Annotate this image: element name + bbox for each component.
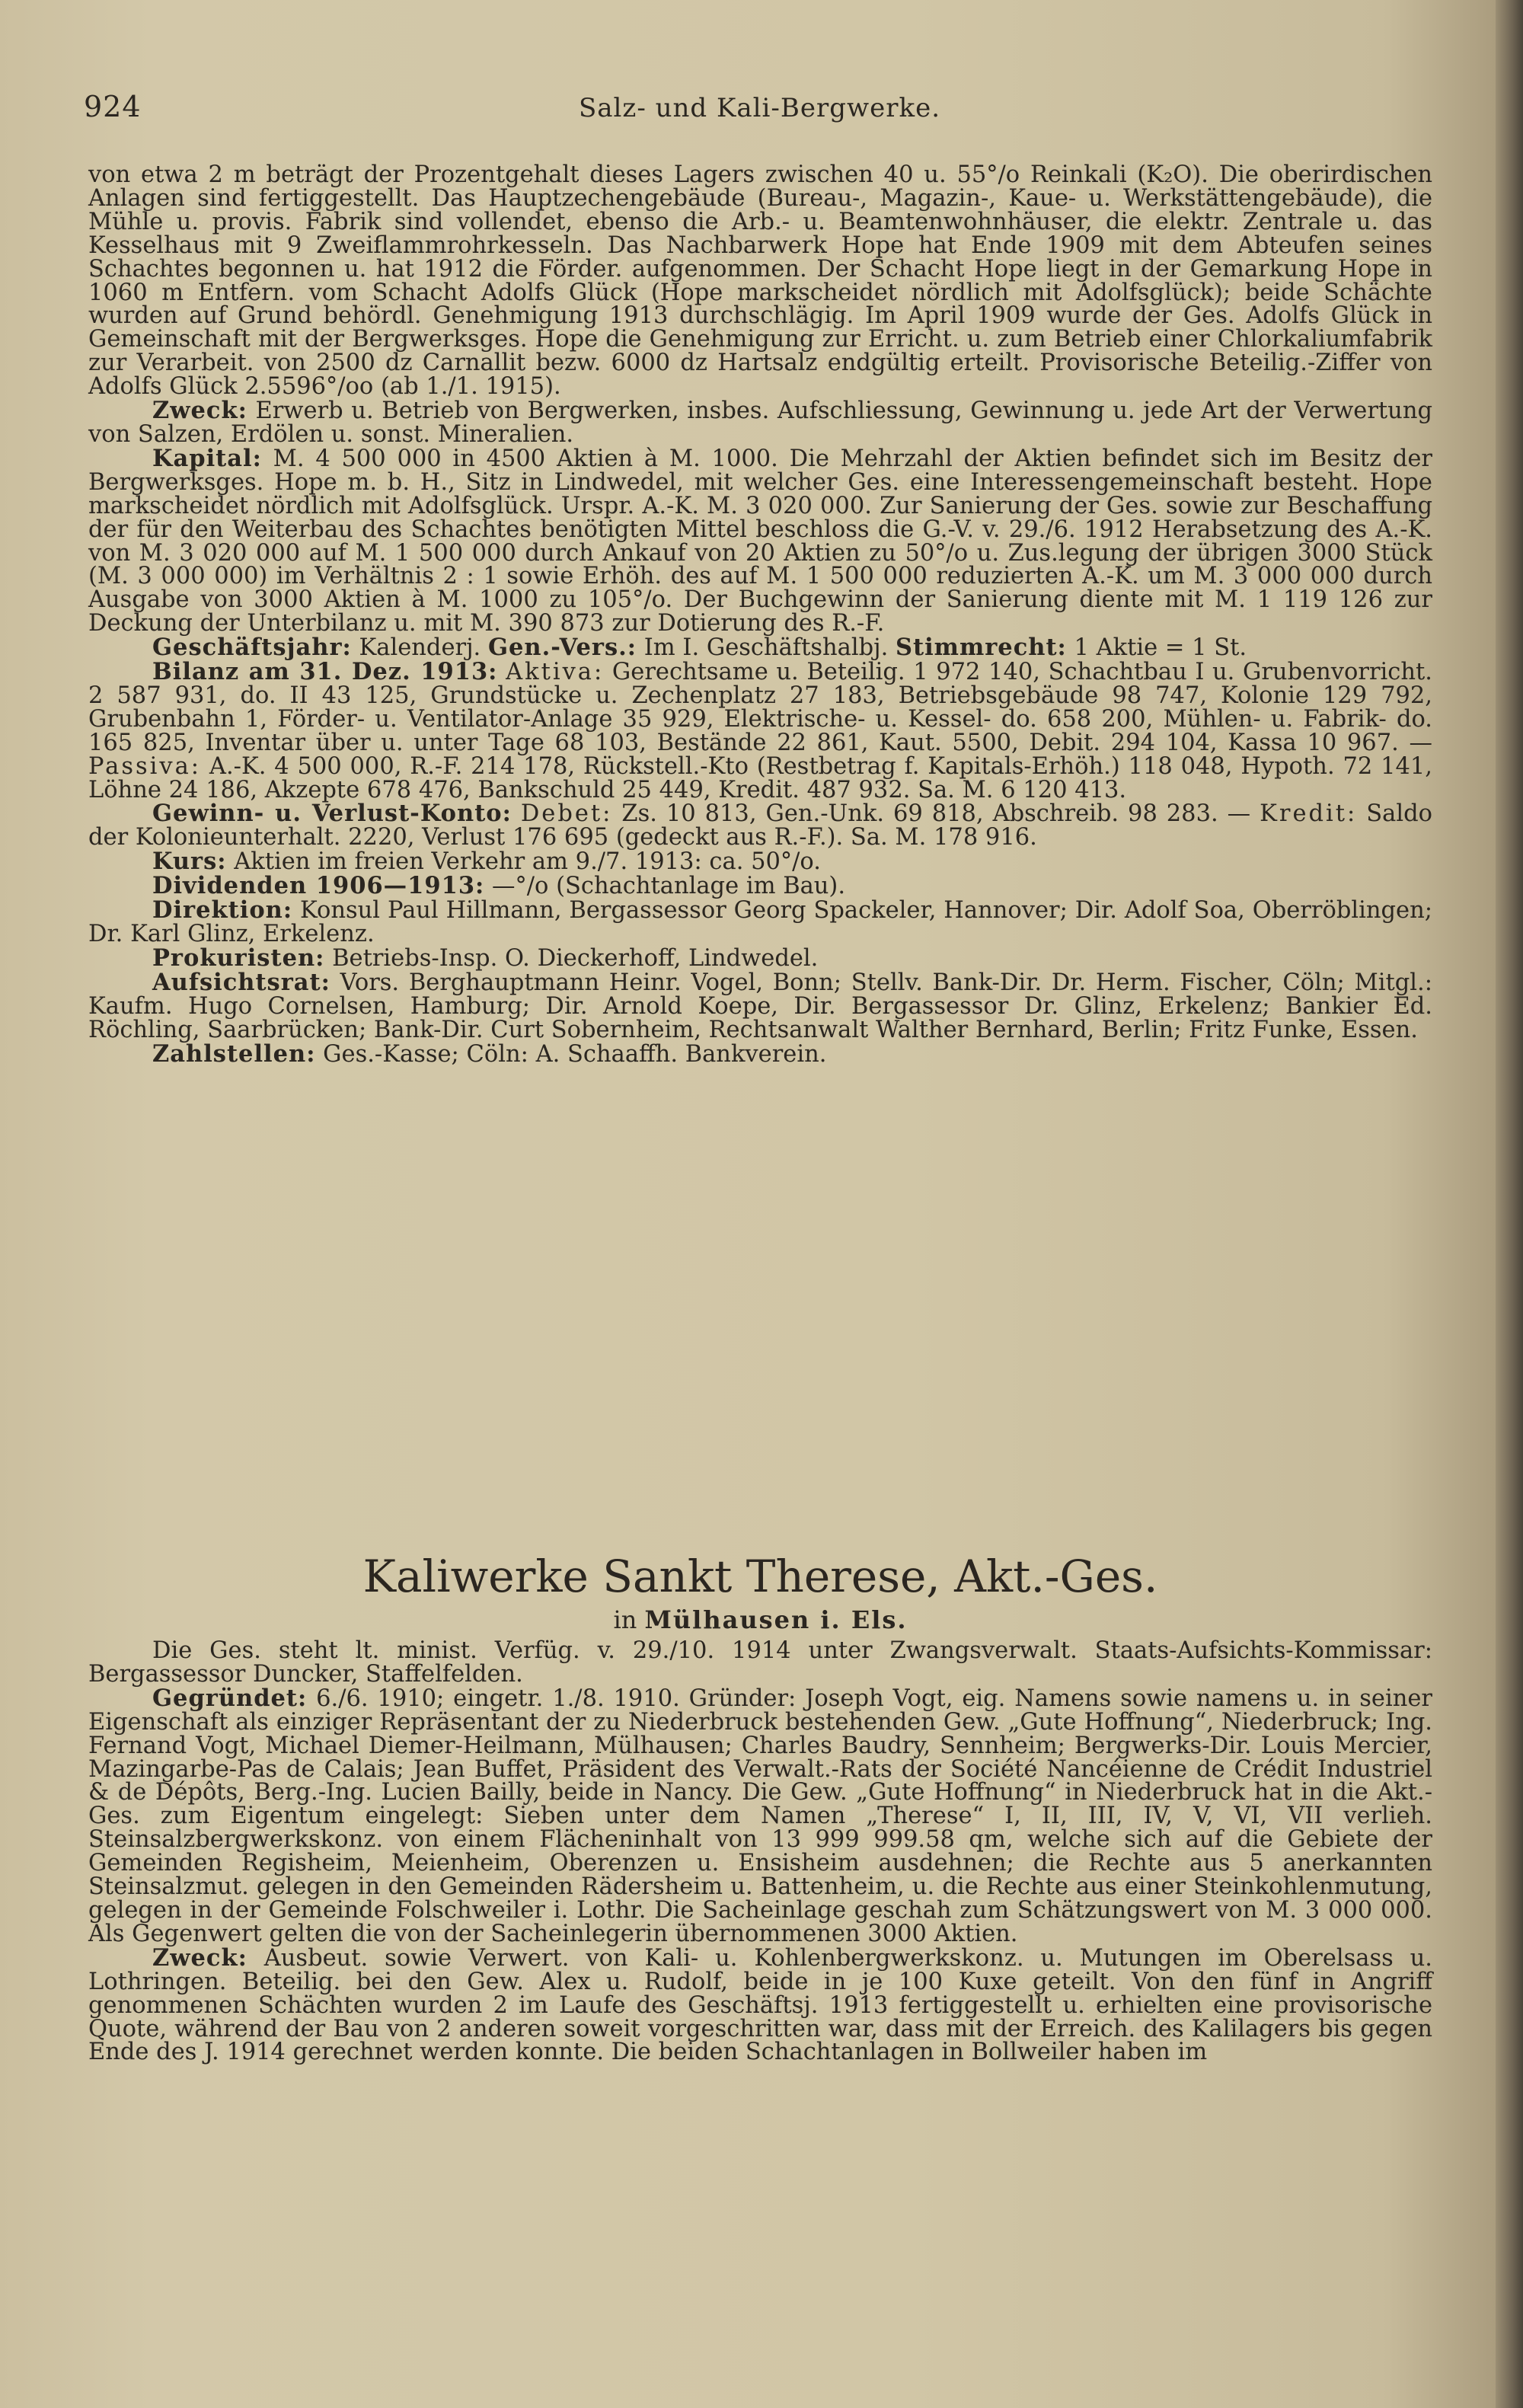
kurs-paragraph: Kurs: Aktien im freien Verkehr am 9./7. 1913: ca. 50°/o. [152,848,821,876]
direktion-paragraph: Direktion: Konsul Paul Hillmann, Bergassessor Georg Spackeler, Hannover; Dir. Adolf Soa, Oberröblingen; Dr. Karl Glinz, Erkelenz. [88,896,1432,947]
dividenden-paragraph: Dividenden 1906—1913: —°/o (Schachtanlage im Bau). [152,872,846,900]
page-header [84,90,1435,136]
location-city: Mülhausen i. Els. [644,1605,908,1634]
entry-adolfs-glueck-continued [88,161,1432,1068]
company-location [88,1605,1432,1635]
therese-intro-paragraph: Die Ges. steht lt. minist. Verfüg. v. 29./10. 1914 unter Zwangsverwalt. Staats-Aufsichts-Kommissar: Bergassessor Duncker, Staffelfelden. [88,1637,1432,1688]
therese-zweck-paragraph: Zweck: Ausbeut. sowie Verwert. von Kali- u. Kohlenbergwerkskonz. u. Mutungen im Oberelsass u. Lothringen. Beteilig. bei den Gew. Alex u. Rudolf, beide in je 100 Kuxe geteilt. Von den fünf in Angriff genommenen Schächten wurden 2 im Laufe des Geschäftsj. 1913 fertiggestellt u. erhielten eine provisorische Quote, während der Bau von 2 anderen soweit vorgeschritten war, dass mit der Erreich. des Kalilagers bis gegen Ende des J. 1914 gerechnet werden konnte. Die beiden Schachtanlagen in Bollweiler haben im [88,1943,1432,2066]
company-heading: Kaliwerke Sankt Therese, Akt.-Ges. [362,1551,1158,1602]
intro-paragraph: von etwa 2 m beträgt der Prozentgehalt dieses Lagers zwischen 40 u. 55°/o Reinkali (K₂O). Die oberirdischen Anlagen sind fertiggestellt. Das Hauptzechengebäude (Bureau-, Magazin-, Kaue- u. Werkstättengebäude), die Mühle u. provis. Fabrik sind vollendet, ebenso die Arb.- u. Beamtenwohnhäuser, die elektr. Zentrale u. das Kesselhaus mit 9 Zweiflammrohrkesseln. Das Nachbarwerk Hope hat Ende 1909 mit dem Abteufen seines Schachtes begonnen u. hat 1912 die Förder. aufgenommen. Der Schacht Hope liegt in der Gemarkung Hope in 1060 m Entfern. vom Schacht Adolfs Glück (Hope markscheidet nördlich mit Adolfsglück); beide Schächte wurden auf Grund behördl. Genehmigung 1913 durchschlägig. Im April 1909 wurde der Ges. Adolfs Glück in Gemeinschaft mit der Bergwerksges. Hope die Genehmigung zur Erricht. u. zum Betrieb einer Chlorkaliumfabrik zur Verarbeit. von 2500 dz Carnallit bezw. 6000 dz Hartsalz endgültig erteilt. Provisorische Beteilig.-Ziffer von Adolfs Glück 2.5596°/oo (ab 1./1. 1915). [88,161,1432,401]
page-edge-shadow [1496,0,1523,2408]
geschaeftsjahr-paragraph: Geschäftsjahr: Kalenderj. Gen.-Vers.: Im I. Geschäftshalbj. Stimmrecht: 1 Aktie = 1 St. [152,634,1247,662]
zahlstellen-paragraph: Zahlstellen: Ges.-Kasse; Cöln: A. Schaaffh. Bankverein. [152,1040,827,1068]
prokuristen-paragraph: Prokuristen: Betriebs-Insp. O. Dieckerhoff, Lindwedel. [152,944,819,972]
bilanz-paragraph: Bilanz am 31. Dez. 1913: Aktiva: Gerechtsame u. Beteilig. 1 972 140, Schachtbau I u. Grubenvorricht. 2 587 931, do. II 43 125, Grundstücke u. Zechenplatz 27 183, Betriebsgebäude 98 747, Kolonie 129 792, Grubenbahn 1, Förder- u. Ventilator-Anlage 35 929, Elektrische- u. Kessel- do. 658 200, Mühlen- u. Fabrik- do. 165 825, Inventar über u. unter Tage 68 103, Bestände 22 861, Kaut. 5500, Debit. 294 104, Kassa 10 967. — Passiva: A.-K. 4 500 000, R.-F. 214 178, Rückstell.-Kto (Restbetrag f. Kapitals-Erhöh.) 118 048, Hypoth. 72 141, Löhne 24 186, Akzepte 678 476, Bankschuld 25 449, Kredit. 487 932. Sa. M. 6 120 413. [88,658,1432,803]
zweck-paragraph: Zweck: Erwerb u. Betrieb von Bergwerken, insbes. Aufschliessung, Gewinnung u. jede Art der Verwertung von Salzen, Erdölen u. sonst. Mineralien. [88,397,1432,448]
aufsichtsrat-paragraph: Aufsichtsrat: Vors. Berghauptmann Heinr. Vogel, Bonn; Stellv. Bank-Dir. Dr. Herm. Fischer, Cöln; Mitgl.: Kaufm. Hugo Cornelsen, Hamburg; Dir. Arnold Koepe, Dir. Bergassessor Dr. Glinz, Erkelenz; Bankier Ed. Röchling, Saarbrücken; Bank-Dir. Curt Sobernheim, Rechtsanwalt Walther Bernhard, Berlin; Fritz Funke, Essen. [88,968,1432,1043]
location-prefix: in [613,1605,637,1634]
running-title: Salz- und Kali-Bergwerke. [578,93,941,123]
guv-paragraph: Gewinn- u. Verlust-Konto: Debet: Zs. 10 813, Gen.-Unk. 69 818, Abschreib. 98 283. — Kredit: Saldo der Kolonieunterhalt. 2220, Verlust 176 695 (gedeckt aus R.-F.). Sa. M. 178 916. [88,800,1432,851]
entry-sankt-therese [88,1637,1432,2066]
page-number: 924 [84,90,142,123]
kapital-paragraph: Kapital: M. 4 500 000 in 4500 Aktien à M. 1000. Die Mehrzahl der Aktien befindet sich im Besitz der Bergwerksges. Hope m. b. H., Sitz in Lindwedel, mit welcher Ges. eine Interessengemeinschaft besteht. Hope markscheidet nördlich mit Adolfsglück. Urspr. A.-K. M. 3 020 000. Zur Sanierung der Ges. sowie zur Beschaffung der für den Weiterbau des Schachtes benötigten Mittel beschloss die G.-V. v. 29./6. 1912 Herabsetzung des A.-K. von M. 3 020 000 auf M. 1 500 000 durch Ankauf von 20 Aktien zu 50°/o u. Zus.legung der übrigen 3000 Stück (M. 3 000 000) im Verhältnis 2 : 1 sowie Erhöh. des auf M. 1 500 000 reduzierten A.-K. um M. 3 000 000 durch Ausgabe von 3000 Aktien à M. 1000 zu 105°/o. Der Buchgewinn der Sanierung diente mit M. 1 119 126 zur Deckung der Unterbilanz u. mit M. 390 873 zur Dotierung des R.-F. [88,444,1432,637]
gegruendet-paragraph: Gegründet: 6./6. 1910; eingetr. 1./8. 1910. Gründer: Joseph Vogt, eig. Namens sowie namens u. in seiner Eigenschaft als einziger Repräsentant der zu Niederbruck bestehenden Gew. „Gute Hoffnung“, Niederbruck; Ing. Fernand Vogt, Michael Diemer-Heilmann, Mülhausen; Charles Baudry, Sennheim; Bergwerks-Dir. Louis Mercier, Mazingarbe-Pas de Calais; Jean Buffet, Präsident des Verwalt.-Rats der Société Nancéienne de Crédit Industriel & de Dépôts, Berg.-Ing. Lucien Bailly, beide in Nancy. Die Gew. „Gute Hoffnung“ in Niederbruck hat in die Akt.-Ges. zum Eigentum eingelegt: Sieben unter dem Namen „Therese“ I, II, III, IV, V, VI, VII verlieh. Steinsalzbergwerkskonz. von einem Flächeninhalt von 13 999 999.58 qm, welche sich auf die Gebiete der Gemeinden Regisheim, Meienheim, Oberenzen u. Ensisheim ausdehnen; die Rechte aus 5 anerkannten Steinsalzmut. gelegen in den Gemeinden Rädersheim u. Battenheim, u. die Rechte aus einer Steinkohlenmutung, gelegen in der Gemeinde Folschweiler i. Lothr. Die Sacheinlage geschah zum Schätzungswert von M. 3 000 000. Als Gegenwert gelten die von der Sacheinlegerin übernommenen 3000 Aktien. [88,1684,1432,1947]
